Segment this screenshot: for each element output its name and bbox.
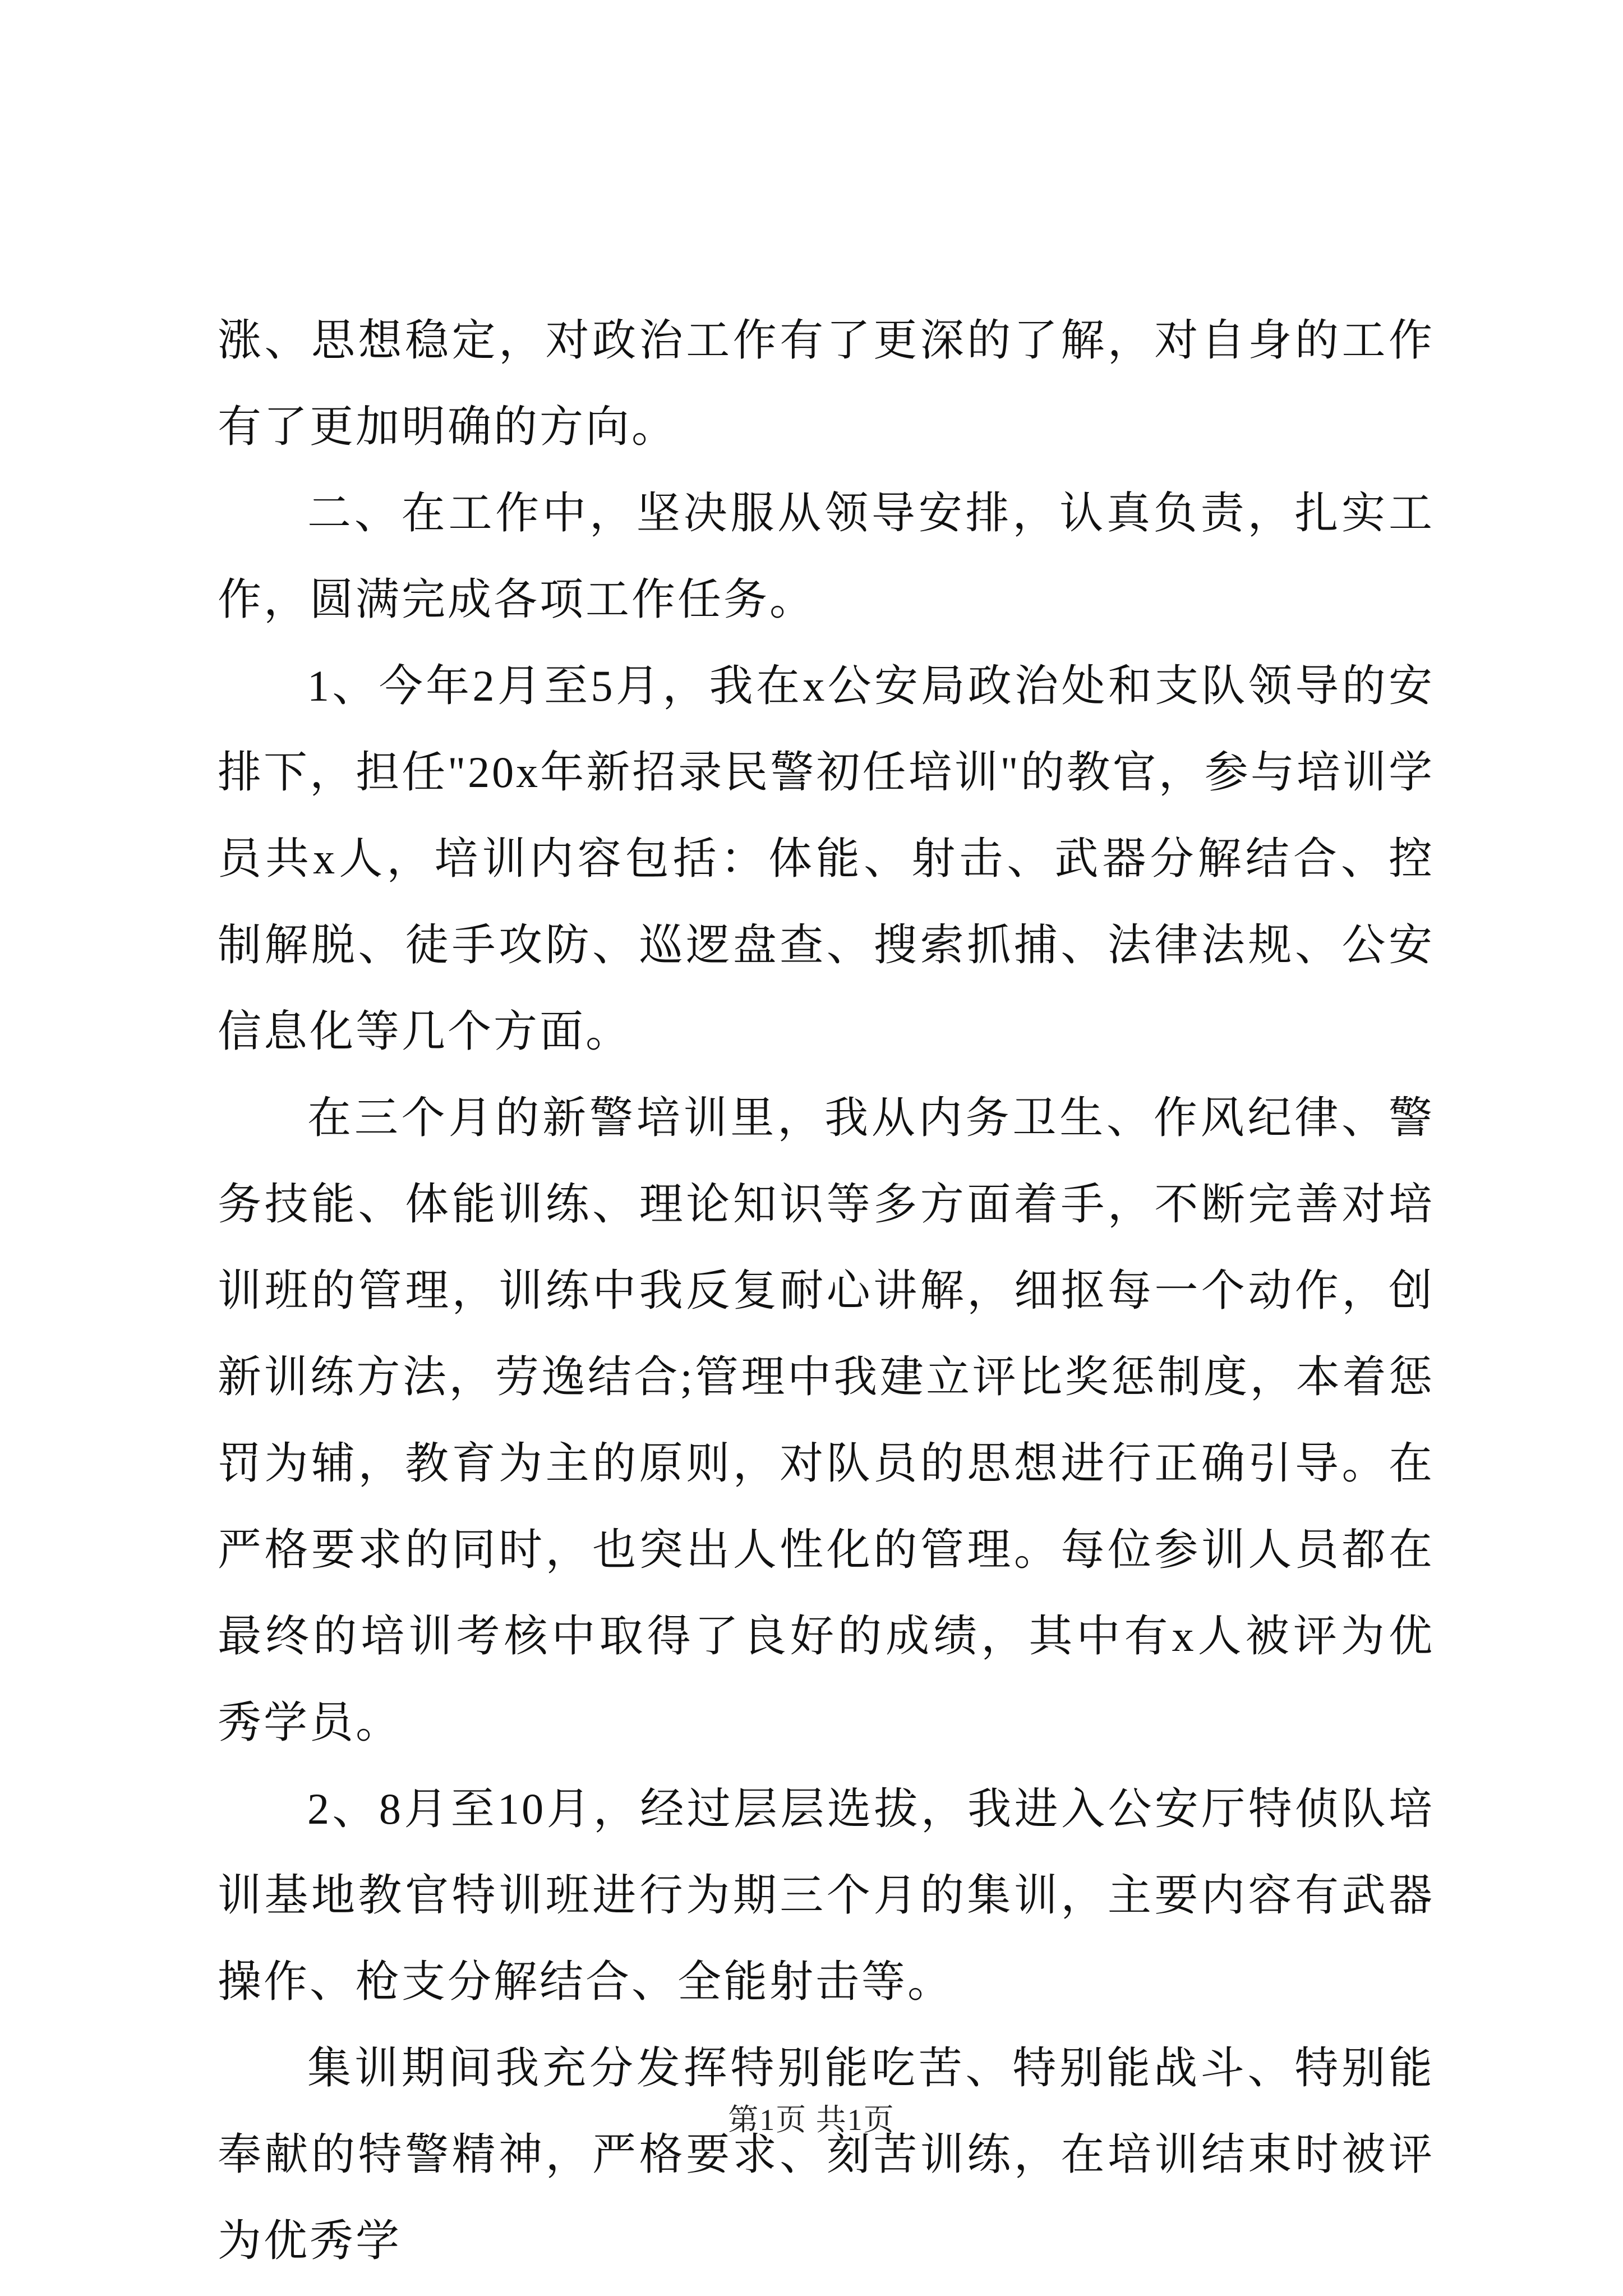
paragraph-5: 2、8月至10月，经过层层选拔，我进入公安厅特侦队培训基地教官特训班进行为期三个月的集训，主要内容有武器操作、枪支分解结合、全能射击等。 <box>218 1784 1435 2006</box>
page-footer: 第1页 共1页 <box>728 2103 895 2137</box>
paragraph-3: 1、今年2月至5月，我在x公安局政治处和支队领导的安排下，担任"20x年新招录民警初任培训"的教官，参与培训学员共x人，培训内容包括：体能、射击、武器分解结合、控制解脱、徒手攻防、巡逻盘查、搜索抓捕、法律法规、公安信息化等几个方面。 <box>218 661 1435 1056</box>
paragraph-4: 在三个月的新警培训里，我从内务卫生、作风纪律、警务技能、体能训练、理论知识等多方面着手，不断完善对培训班的管理，训练中我反复耐心讲解，细抠每一个动作，创新训练方法，劳逸结合;管理中我建立评比奖惩制度，本着惩罚为辅，教育为主的原则，对队员的思想进行正确引导。在严格要求的同时，也突出人性化的管理。每位参训人员都在最终的培训考核中取得了良好的成绩，其中有x人被评为优秀学员。 <box>218 1093 1435 1747</box>
paragraph-1: 涨、思想稳定，对政治工作有了更深的了解，对自身的工作有了更加明确的方向。 <box>218 316 1435 451</box>
paragraph-2: 二、在工作中，坚决服从领导安排，认真负责，扎实工作，圆满完成各项工作任务。 <box>218 489 1435 624</box>
document-body <box>218 297 1435 2284</box>
paragraph-6: 集训期间我充分发挥特别能吃苦、特别能战斗、特别能奉献的特警精神，严格要求、刻苦训练，在培训结束时被评为优秀学 <box>218 2044 1435 2265</box>
